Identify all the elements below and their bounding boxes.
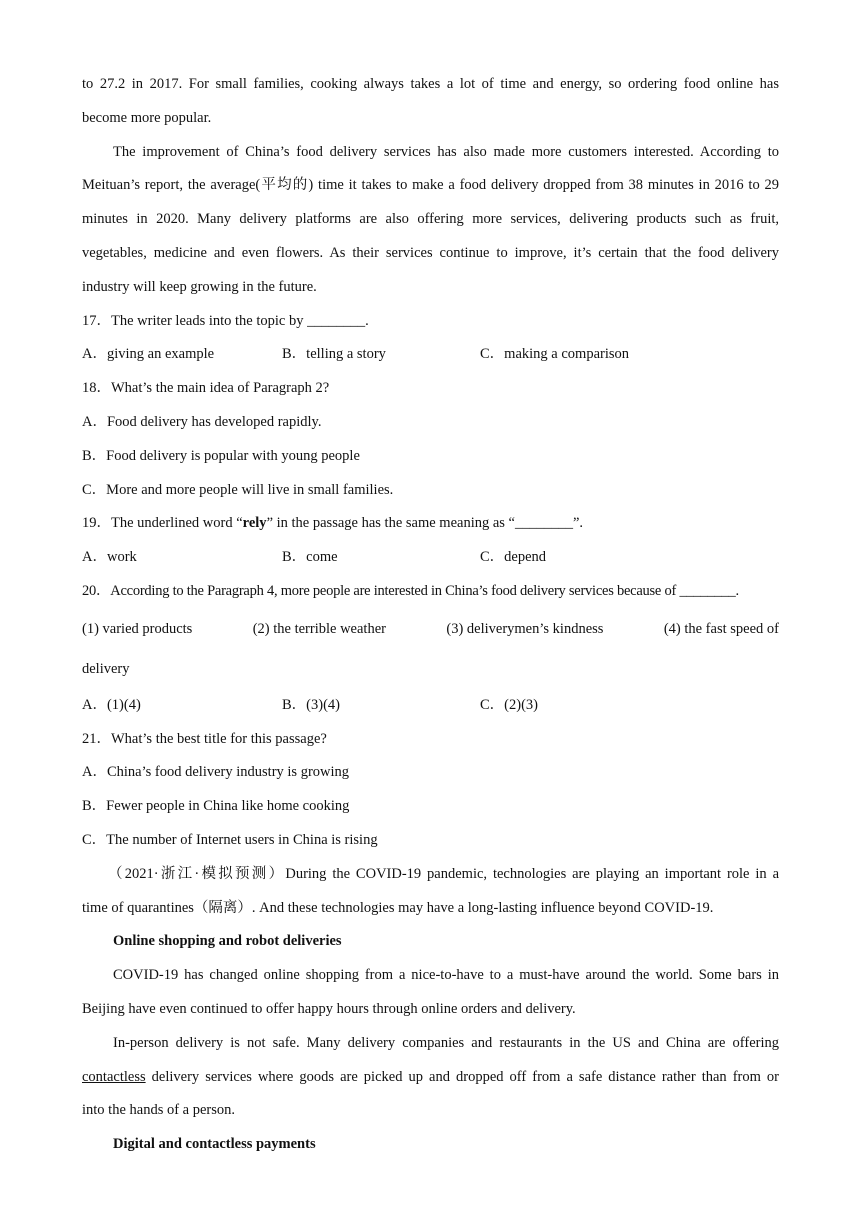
question-18-stem: 18．What’s the main idea of Paragraph 2? [82,380,330,397]
question-19-stem-end: ” in the passage has the same meaning as “________”. [266,515,584,532]
section-heading: Digital and contactless payments [113,1136,316,1153]
question-17-stem: 17．The writer leads into the topic by ________. [82,312,369,329]
question-19-options [82,541,779,575]
option-b: B．(3)(4) [282,696,340,713]
option-a: A．Food delivery has developed rapidly. [82,413,322,430]
passage-line: time of quarantines（隔离）. And these technologies may have a long-lasting influence beyond COVID-19. [82,899,714,916]
option-b: B．telling a story [282,346,386,363]
passage-line: The improvement of China’s food delivery services has also made more customers interested. According to [113,143,779,160]
passage-line: COVID-19 has changed online shopping from a nice-to-have to a must-have around the world. Some bars in [113,967,779,984]
passage-line: Beijing have even continued to offer happy hours through online orders and delivery. [82,1000,576,1017]
passage-line: to 27.2 in 2017. For small families, cooking always takes a lot of time and energy, so ordering food online has [82,76,779,92]
question-20-options [82,689,779,723]
option-b: B．come [282,549,338,566]
underlined-word: contactless [82,1068,146,1085]
passage-line: In-person delivery is not safe. Many delivery companies and restaurants in the US and China are offering [113,1034,779,1051]
option-b: B．Food delivery is popular with young people [82,447,360,464]
passage-line: （2021·浙江·模拟预测）During the COVID-19 pandemic, technologies are playing an important role in a [108,865,779,882]
option-c: C．depend [480,549,547,566]
option-a: A．work [82,549,137,566]
question-20-stem: 20．According to the Paragraph 4, more people are interested in China’s food delivery services because of ________. [82,582,739,599]
question-19-stem-start: 19．The underlined word “ [82,515,243,532]
item-1: (1) varied products [82,620,193,637]
item-4-continued: delivery [82,660,130,677]
passage-line: into the hands of a person. [82,1102,236,1119]
passage-line [82,1061,779,1095]
item-4: (4) the fast speed of [663,620,779,637]
document-content [82,68,779,1162]
option-c: C．More and more people will live in small families. [82,481,394,498]
question-21-stem: 21．What’s the best title for this passage? [82,730,327,747]
option-b: B．Fewer people in China like home cooking [82,798,350,815]
option-a: A．(1)(4) [82,696,141,713]
question-19-stem [82,507,779,541]
item-3: (3) deliverymen’s kindness [446,620,604,637]
option-c: C．(2)(3) [480,696,538,713]
question-17-options [82,338,779,372]
option-a: A．giving an example [82,346,215,363]
item-2: (2) the terrible weather [252,620,386,637]
option-a: A．China’s food delivery industry is growing [82,764,350,781]
passage-line: become more popular. [82,109,212,126]
bold-word: rely [242,515,267,532]
option-c: C．making a comparison [480,346,630,363]
passage-line-rest: delivery services where goods are picked up and dropped off from a safe distance rather than from or [145,1068,779,1085]
passage-line: industry will keep growing in the future. [82,278,317,295]
passage-line: Meituan’s report, the average(平均的) time it takes to make a food delivery dropped from 38 minutes in 2016 to 29 [82,177,779,194]
section-heading: Online shopping and robot deliveries [113,933,342,950]
passage-line: vegetables, medicine and even flowers. As their services continue to improve, it’s certain that the food delivery [82,244,779,261]
option-c: C．The number of Internet users in China is rising [82,831,378,848]
question-20-items [82,609,779,649]
passage-line: minutes in 2020. Many delivery platforms are also offering more services, delivering products such as fruit, [82,211,779,228]
